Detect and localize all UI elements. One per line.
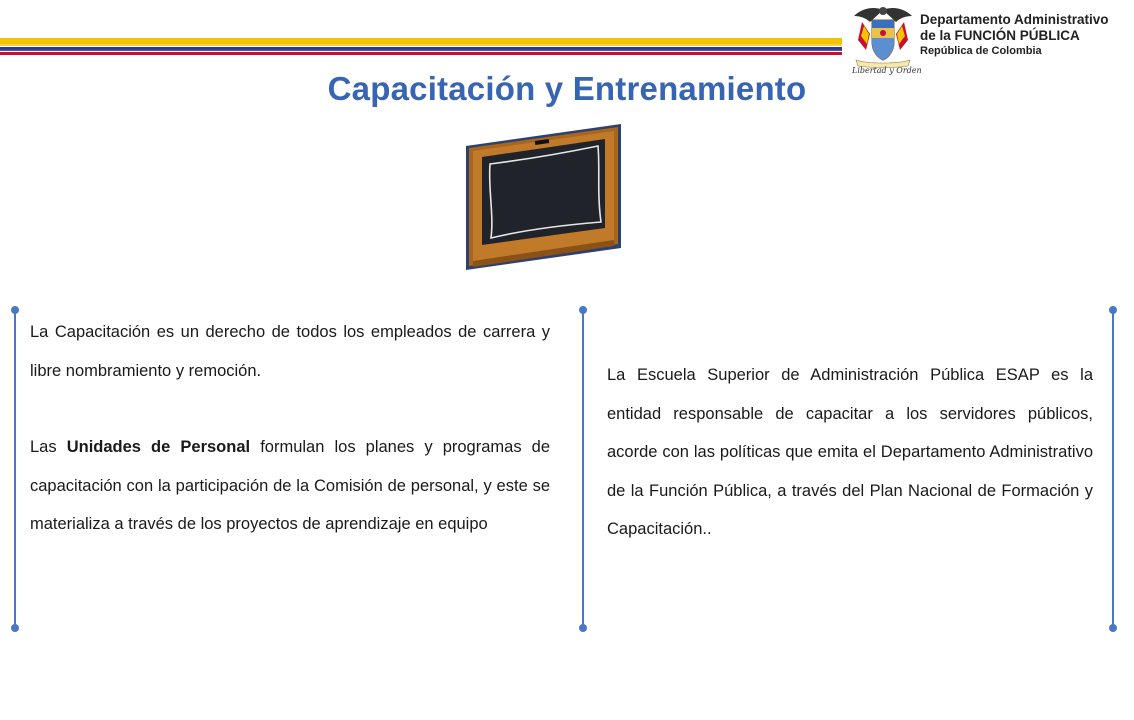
chalkboard-icon (464, 124, 624, 272)
org-name-line1: Departamento Administrativo (920, 12, 1109, 27)
left-text-block (30, 313, 550, 544)
middle-column-rule (582, 311, 584, 627)
org-name-line2: de la FUNCIÓN PÚBLICA (920, 28, 1080, 43)
right-paragraph-1: La Escuela Superior de Administración Pública ESAP es la entidad responsable de capacitar a los servidores públicos, acorde con las políticas que emita el Departamento Administrativo de la Función Pública, a través del Plan Nacional de Formación y Capacitación.. (607, 366, 1093, 538)
left-rule-bottom-dot (11, 624, 19, 632)
left-paragraph-2-bold: Unidades de Personal (66, 438, 251, 456)
left-paragraph-2-suffix: formulan los planes y programas de capacitación con la participación de la Comisión de personal, y este se materializa a través de los proyectos de aprendizaje en equipo (30, 438, 551, 533)
left-column-rule-left (14, 311, 16, 627)
org-country: República de Colombia (920, 45, 1042, 57)
right-rule-bottom-dot (1109, 624, 1117, 632)
left-paragraph-2-prefix: Las (30, 438, 67, 456)
coat-of-arms-icon (848, 4, 918, 68)
page-title: Capacitación y Entrenamiento (327, 70, 807, 107)
organization-name (920, 12, 1109, 59)
middle-rule-bottom-dot (579, 624, 587, 632)
left-paragraph-2 (30, 428, 550, 544)
emblem-caption: Libertad y Orden (852, 66, 922, 75)
left-rule-top-dot (11, 306, 19, 314)
middle-rule-top-dot (579, 306, 587, 314)
flag-stripes (0, 38, 842, 55)
right-text-block (607, 356, 1093, 549)
right-column-rule (1112, 311, 1114, 627)
right-rule-top-dot (1109, 306, 1117, 314)
left-paragraph-1: La Capacitación es un derecho de todos los empleados de carrera y libre nombramiento y remoción. (30, 323, 550, 380)
